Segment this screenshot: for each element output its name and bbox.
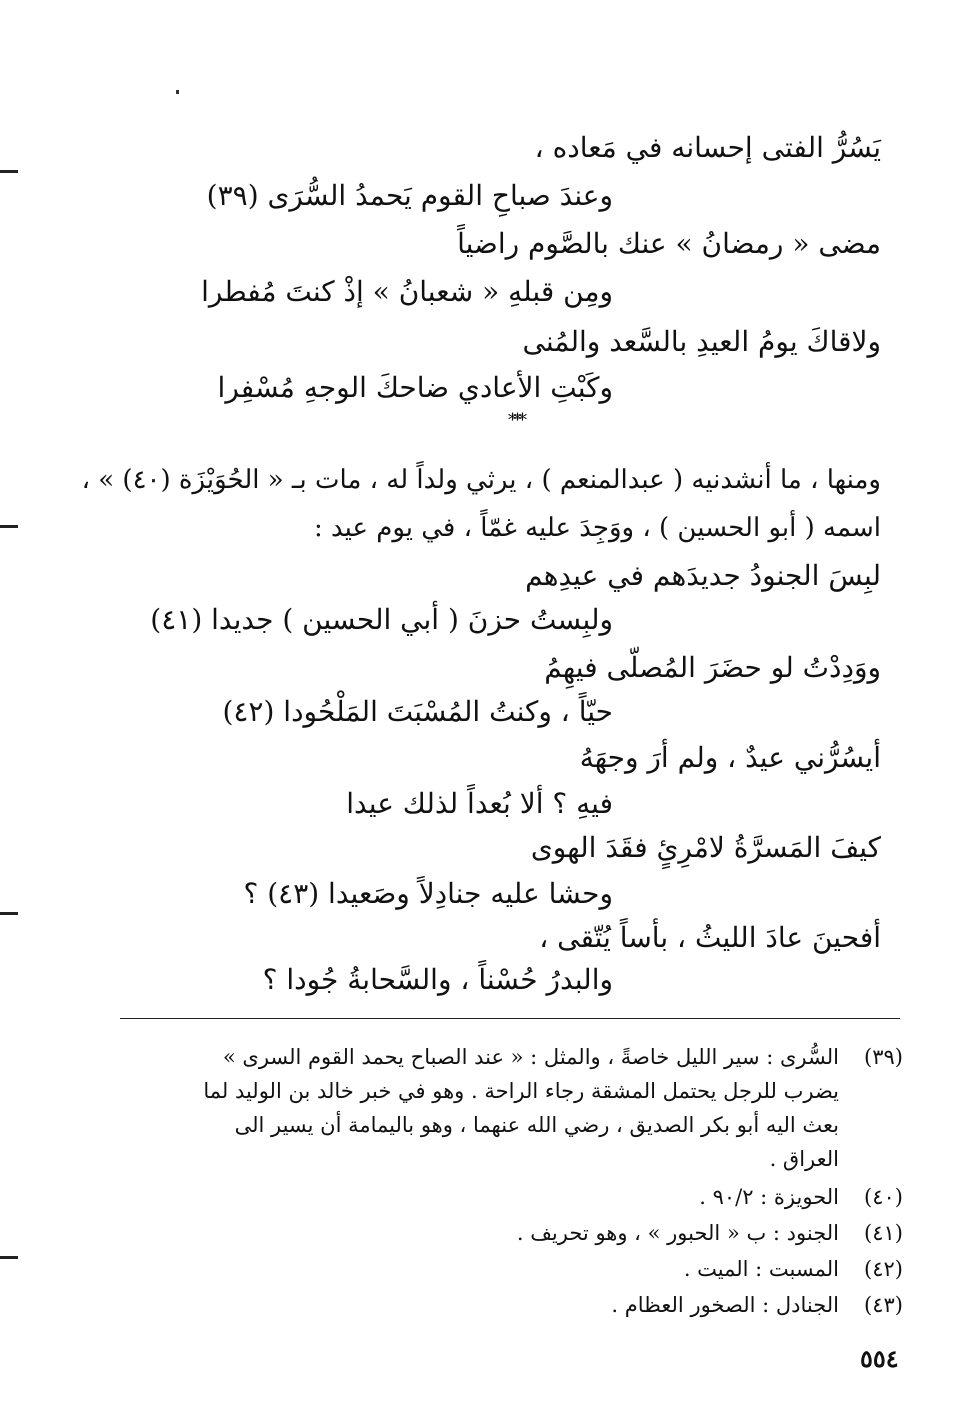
- verse-line: وحشا عليه جنادِلاً وصَعيدا (٤٣) ؟: [243, 877, 613, 910]
- prose-line: ومنها ، ما أنشدنيه ( عبدالمنعم ) ، يرثي ولداً له ، مات بـ « الحُوَيْزَة (٤٠) » ،: [81, 465, 881, 495]
- footnote-number: (٤١): [864, 1221, 903, 1245]
- verse-line: والبدرُ حُسْناً ، والسَّحابةُ جُودا ؟: [262, 963, 613, 996]
- footnote-number: (٤٢): [864, 1257, 903, 1281]
- speck: [176, 90, 179, 94]
- verse-line: أيسُرُّني عيدٌ ، ولم أرَ وجهَهُ: [579, 741, 881, 774]
- binding-mark: [0, 170, 18, 173]
- verse-line: لبِسَ الجنودُ جديدَهم في عيدِهم: [525, 559, 881, 592]
- verse-line: فيهِ ؟ ألا بُعداً لذلك عيدا: [346, 787, 613, 820]
- footnote-text: المسبت : الميت .: [683, 1257, 839, 1281]
- footnote-continuation: العراق .: [769, 1147, 839, 1171]
- footnote-continuation: بعث اليه أبو بكر الصديق ، رضي الله عنهما ، وهو باليمامة أن يسير الى: [234, 1113, 839, 1137]
- verse-line: أفحينَ عادَ الليثُ ، بأساً يُتّقى ،: [539, 921, 881, 954]
- footnote: [110, 1180, 903, 1214]
- footnote-number: (٤٠): [864, 1185, 903, 1209]
- footnote-text: الجنود : ب « الحبور » ، وهو تحريف .: [516, 1221, 839, 1245]
- verse-line: حيّاً ، وكنتُ المُسْبَتَ المَلْحُودا (٤٢): [222, 695, 613, 728]
- footnote: [110, 1288, 903, 1322]
- footnote-number: (٤٣): [864, 1293, 903, 1317]
- footnote-continuation: يضرب للرجل يحتمل المشقة رجاء الراحة . وهو في خبر خالد بن الوليد لما: [203, 1079, 839, 1103]
- footnote-text: السُّرى : سير الليل خاصةً ، والمثل : « عند الصباح يحمد القوم السرى »: [222, 1045, 839, 1069]
- footnote-divider: [120, 1018, 900, 1019]
- verse-line: ولاقاكَ يومُ العيدِ بالسَّعد والمُنى: [522, 325, 881, 358]
- verse-line: مضى « رمضانُ » عنك بالصَّوم راضياً: [457, 227, 881, 260]
- footnote-text: الحويزة : ٩٠/٢ .: [699, 1185, 839, 1209]
- page-number: ٥٥٤: [860, 1344, 899, 1373]
- binding-mark: [0, 912, 18, 915]
- footnote: [110, 1252, 903, 1286]
- section-separator: ***: [508, 410, 523, 431]
- verse-line: ومِن قبلهِ « شعبانُ » إذْ كنتَ مُفطرا: [201, 275, 613, 308]
- footnote: [110, 1216, 903, 1250]
- binding-mark: [0, 1256, 18, 1259]
- binding-mark: [0, 525, 18, 528]
- prose-line: اسمه ( أبو الحسين ) ، ووَجِدَ عليه غمّاً ، في يوم عيد :: [313, 513, 881, 543]
- verse-line: وكَبْتِ الأعادي ضاحكَ الوجهِ مُسْفِرا: [217, 371, 613, 404]
- verse-line: وعندَ صباحِ القوم يَحمدُ السُّرَى (٣٩): [206, 179, 613, 212]
- verse-line: يَسُرُّ الفتى إحسانه في مَعاده ،: [534, 131, 881, 164]
- footnote: [110, 1040, 903, 1074]
- verse-line: كيفَ المَسرَّةُ لامْرِئٍ فقَدَ الهوى: [530, 831, 881, 864]
- footnote-text: الجنادل : الصخور العظام .: [611, 1293, 839, 1317]
- verse-line: ولبِستُ حزنَ ( أبي الحسين ) جديدا (٤١): [150, 603, 613, 636]
- footnote-number: (٣٩): [864, 1045, 903, 1069]
- verse-line: ووَدِدْتُ لو حضَرَ المُصلّى فيهِمُ: [544, 651, 881, 684]
